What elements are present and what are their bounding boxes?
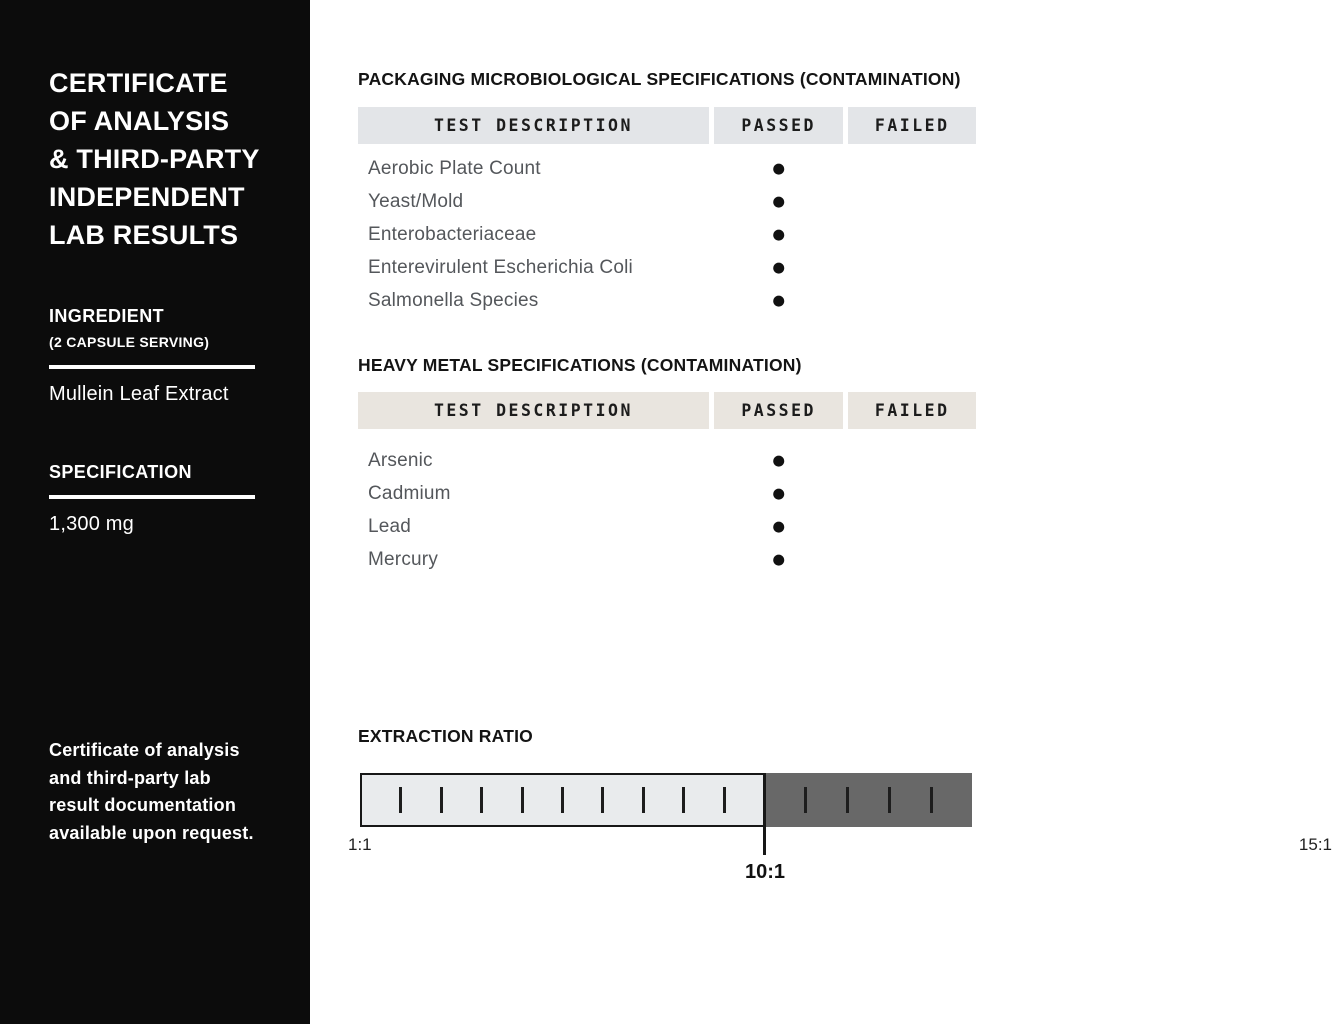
failed-cell <box>848 185 976 218</box>
table-body <box>358 444 976 576</box>
footnote-line: result documentation <box>49 795 237 815</box>
failed-cell <box>848 284 976 317</box>
test-name: Enterevirulent Escherichia Coli <box>368 256 633 278</box>
title-line: & THIRD-PARTY <box>49 144 260 174</box>
specification-value: 1,300 mg <box>49 513 134 535</box>
extraction-ratio-heading: EXTRACTION RATIO <box>358 726 533 746</box>
ratio-min-label: 1:1 <box>348 835 372 854</box>
table-row <box>358 284 976 317</box>
table-header-row <box>358 107 976 144</box>
divider-rule <box>49 495 255 499</box>
tick <box>682 787 685 813</box>
tick <box>804 787 807 813</box>
column-header-failed: FAILED <box>848 107 976 144</box>
table-row <box>358 185 976 218</box>
ratio-filled-segment <box>360 773 765 827</box>
passed-dot: ● <box>772 551 785 568</box>
table-row <box>358 152 976 185</box>
test-name: Salmonella Species <box>368 289 539 311</box>
tick <box>930 787 933 813</box>
column-header-test-description: TEST DESCRIPTION <box>358 392 709 429</box>
certificate-title <box>49 64 260 254</box>
tick <box>846 787 849 813</box>
failed-cell <box>848 510 976 543</box>
table-row <box>358 218 976 251</box>
title-line: OF ANALYSIS <box>49 106 230 136</box>
tick <box>601 787 604 813</box>
ingredient-label: INGREDIENT <box>49 306 165 326</box>
tick <box>561 787 564 813</box>
failed-cell <box>848 477 976 510</box>
ingredient-serving-note: (2 CAPSULE SERVING) <box>49 334 210 350</box>
availability-footnote <box>49 737 279 847</box>
tick <box>480 787 483 813</box>
column-header-passed: PASSED <box>714 107 844 144</box>
specification-label: SPECIFICATION <box>49 462 192 482</box>
ingredient-section <box>49 306 255 406</box>
ratio-scale-labels <box>348 835 1332 855</box>
sidebar-panel <box>0 0 310 1024</box>
title-line: CERTIFICATE <box>49 68 228 98</box>
test-name: Arsenic <box>368 449 433 471</box>
tick <box>723 787 726 813</box>
failed-cell <box>848 543 976 576</box>
tick <box>399 787 402 813</box>
passed-dot: ● <box>772 226 785 243</box>
title-line: INDEPENDENT <box>49 182 245 212</box>
table-row <box>358 251 976 284</box>
test-name: Enterobacteriaceae <box>368 223 537 245</box>
results-panel <box>310 0 1332 1024</box>
passed-dot: ● <box>772 160 785 177</box>
table-header-row <box>358 392 976 429</box>
ratio-value-label: 10:1 <box>744 861 786 883</box>
table-body <box>358 152 976 317</box>
passed-dot: ● <box>772 485 785 502</box>
microbiological-section-heading: PACKAGING MICROBIOLOGICAL SPECIFICATIONS (CONTAMINATION) <box>358 69 961 89</box>
tick <box>440 787 443 813</box>
table-row <box>358 510 976 543</box>
footnote-line: and third-party lab <box>49 767 211 788</box>
column-header-passed: PASSED <box>714 392 844 429</box>
column-header-failed: FAILED <box>848 392 976 429</box>
passed-dot: ● <box>772 259 785 276</box>
tick <box>888 787 891 813</box>
ingredient-value: Mullein Leaf Extract <box>49 383 229 405</box>
failed-cell <box>848 218 976 251</box>
test-name: Yeast/Mold <box>368 190 464 212</box>
test-name: Lead <box>368 515 412 537</box>
column-header-test-description: TEST DESCRIPTION <box>358 107 709 144</box>
heavy-metal-table <box>358 392 976 576</box>
ratio-remainder-segment <box>765 773 972 827</box>
footnote-line: available upon request. <box>49 822 254 843</box>
table-row <box>358 543 976 576</box>
tick <box>642 787 645 813</box>
passed-dot: ● <box>772 193 785 210</box>
test-name: Cadmium <box>368 482 451 504</box>
test-name: Mercury <box>368 548 439 570</box>
test-name: Aerobic Plate Count <box>368 157 541 179</box>
table-row <box>358 444 976 477</box>
passed-dot: ● <box>772 292 785 309</box>
specification-section <box>49 462 255 536</box>
passed-dot: ● <box>772 518 785 535</box>
tick <box>521 787 524 813</box>
passed-dot: ● <box>772 452 785 469</box>
extraction-ratio-gauge <box>360 773 972 827</box>
footnote-line: Certificate of analysis <box>49 740 240 760</box>
table-row <box>358 477 976 510</box>
title-line: LAB RESULTS <box>49 220 239 250</box>
failed-cell <box>848 152 976 185</box>
failed-cell <box>848 251 976 284</box>
ratio-max-label: 15:1 <box>1298 835 1332 854</box>
microbiological-table <box>358 107 976 317</box>
divider-rule <box>49 365 255 369</box>
failed-cell <box>848 444 976 477</box>
heavy-metal-section-heading: HEAVY METAL SPECIFICATIONS (CONTAMINATION) <box>358 355 802 375</box>
